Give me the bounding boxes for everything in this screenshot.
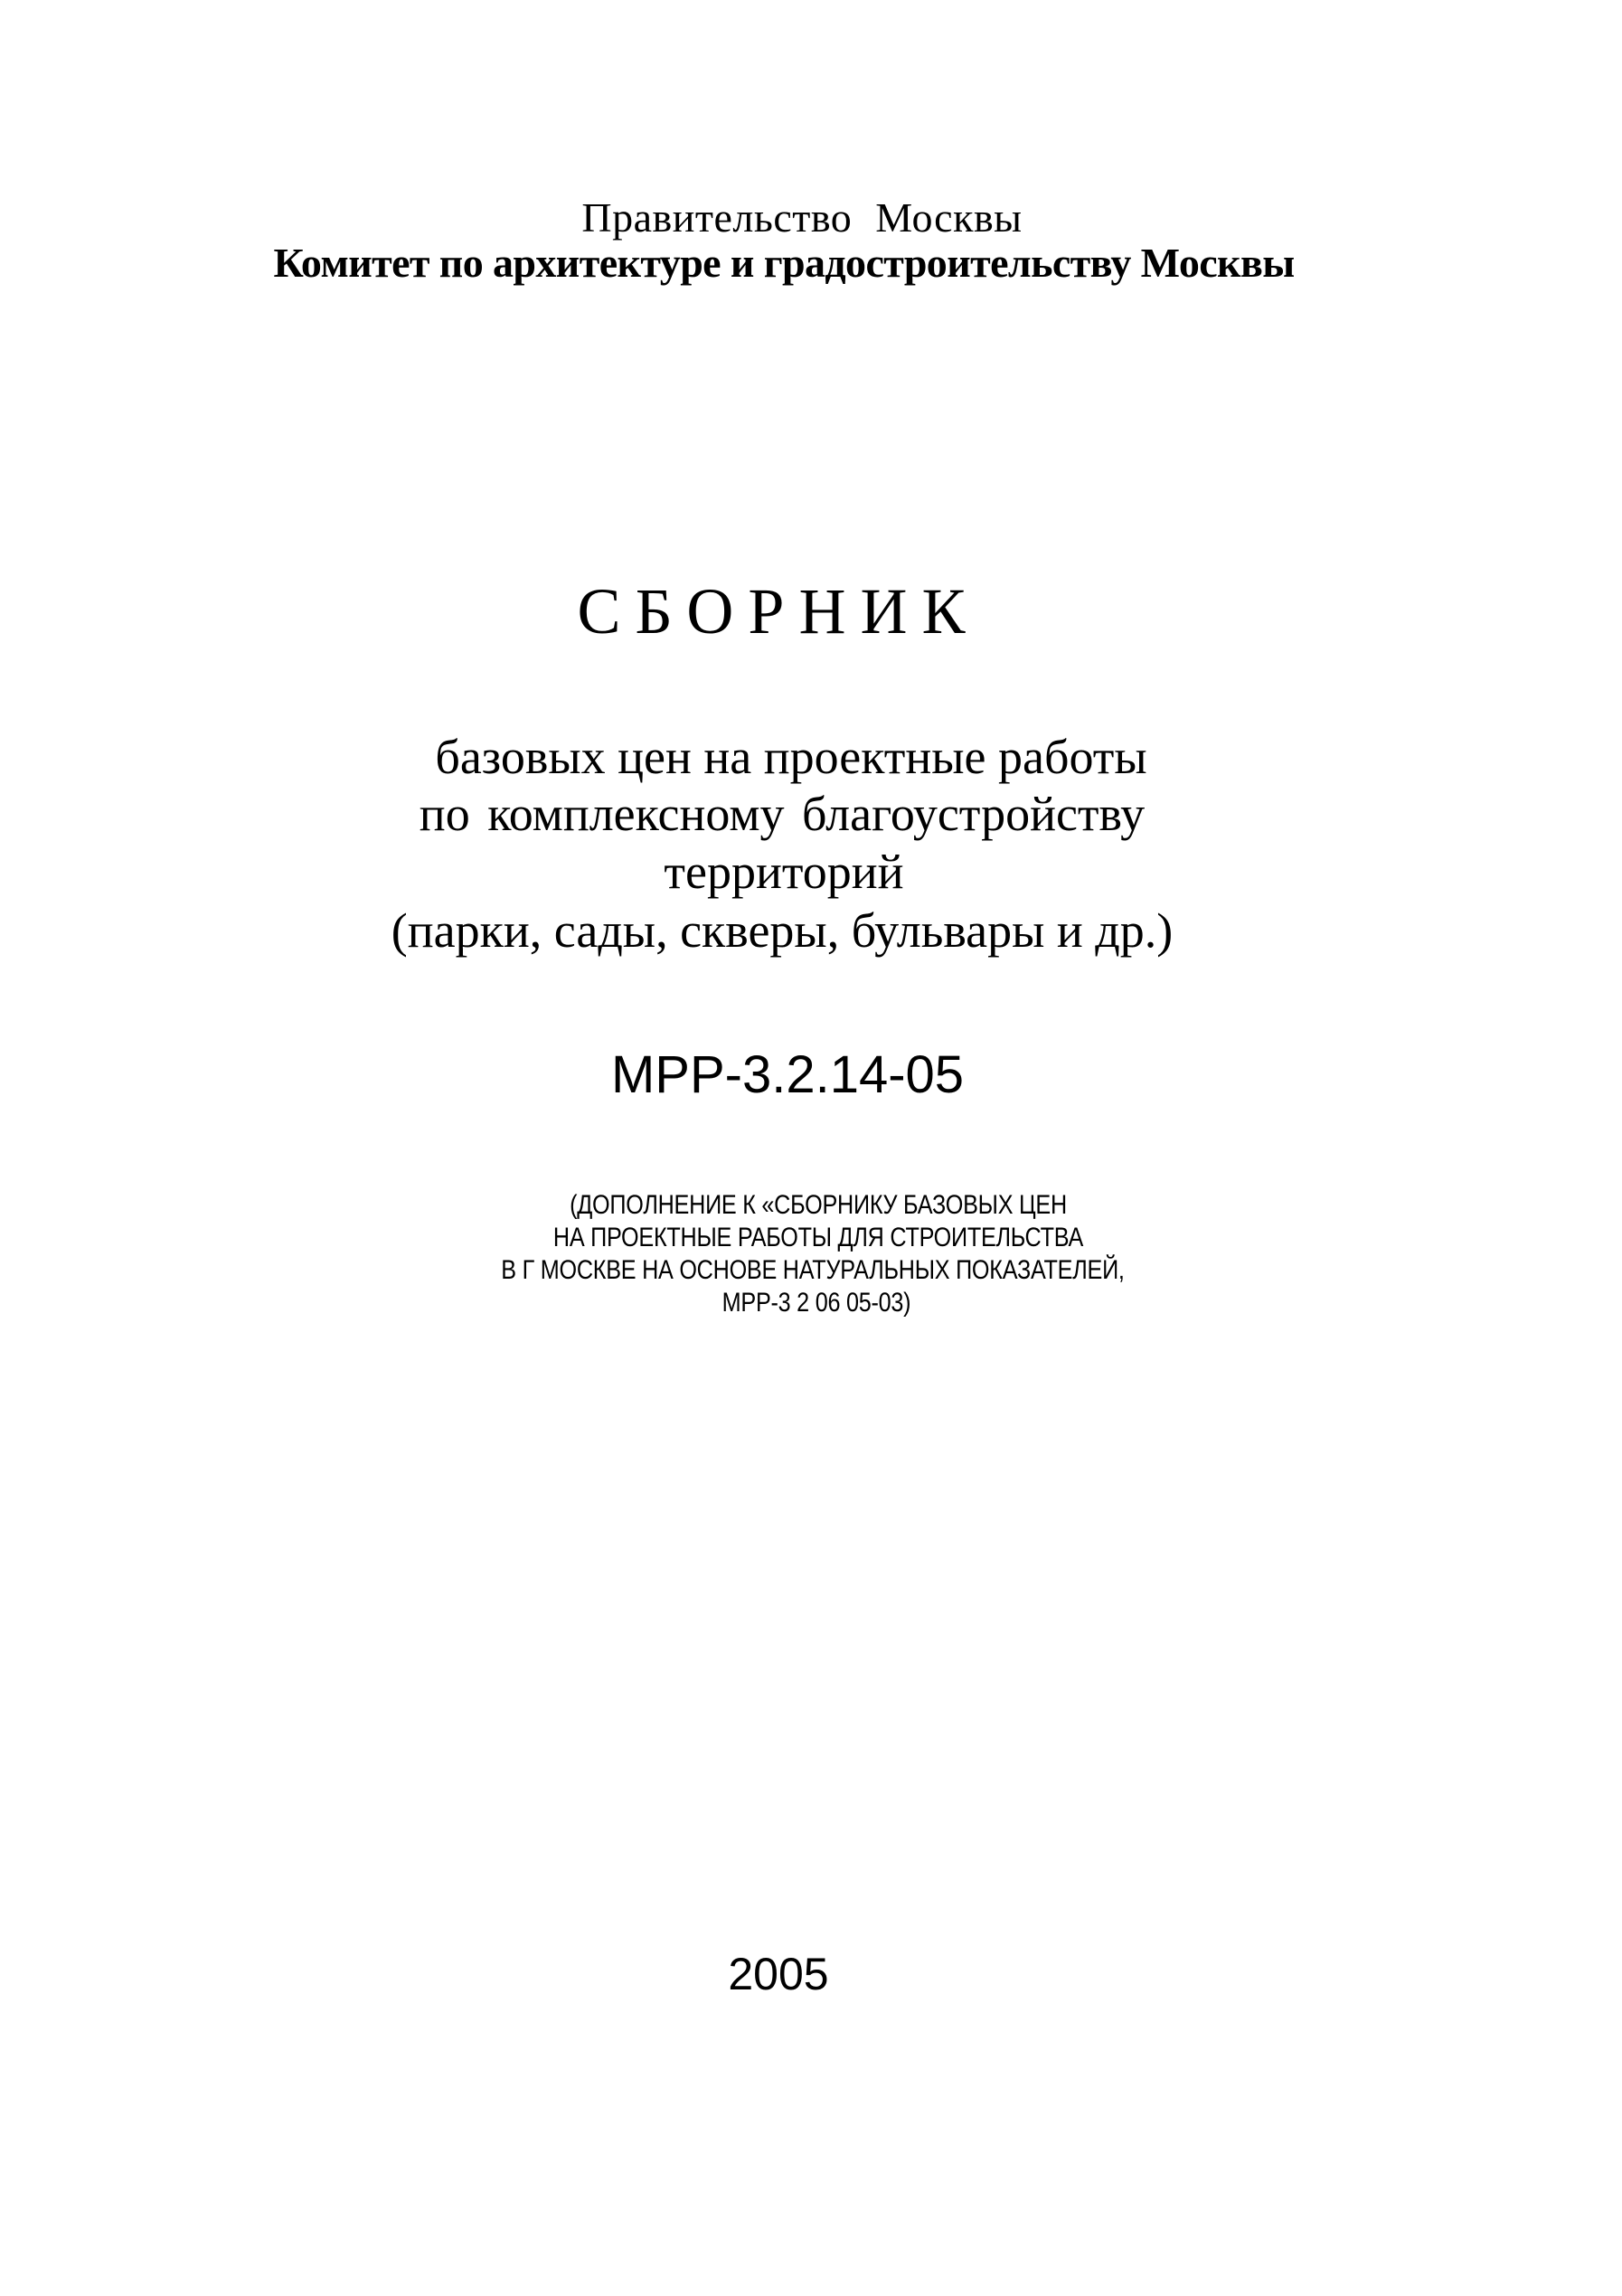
supplement-line-3: В Г МОСКВЕ НА ОСНОВЕ НАТУРАЛЬНЫХ ПОКАЗАТЕЛЕЙ, [501,1255,1125,1285]
subtitle-line-1: базовых цен на проектные работы [435,730,1147,784]
document-code: МРР-3.2.14-05 [610,1045,965,1104]
government-heading: Правительство Москвы [581,194,1023,241]
subtitle-line-3: территорий [664,845,904,899]
committee-heading: Комитет по архитектуре и градостроительству Москвы [273,240,1295,286]
supplement-line-2: НА ПРОЕКТНЫЕ РАБОТЫ ДЛЯ СТРОИТЕЛЬСТВА [552,1223,1084,1252]
publication-year: 2005 [728,1949,829,1999]
supplement-line-4: МРР-3 2 06 05-03) [721,1288,911,1318]
subtitle-line-4: (парки, сады, скверы, бульвары и др.) [391,903,1174,958]
subtitle-line-2: по комплексному благоустройству [419,787,1146,841]
supplement-line-1: (ДОПОЛНЕНИЕ К «СБОРНИКУ БАЗОВЫХ ЦЕН [570,1190,1067,1220]
document-title: СБОРНИК [577,575,980,647]
